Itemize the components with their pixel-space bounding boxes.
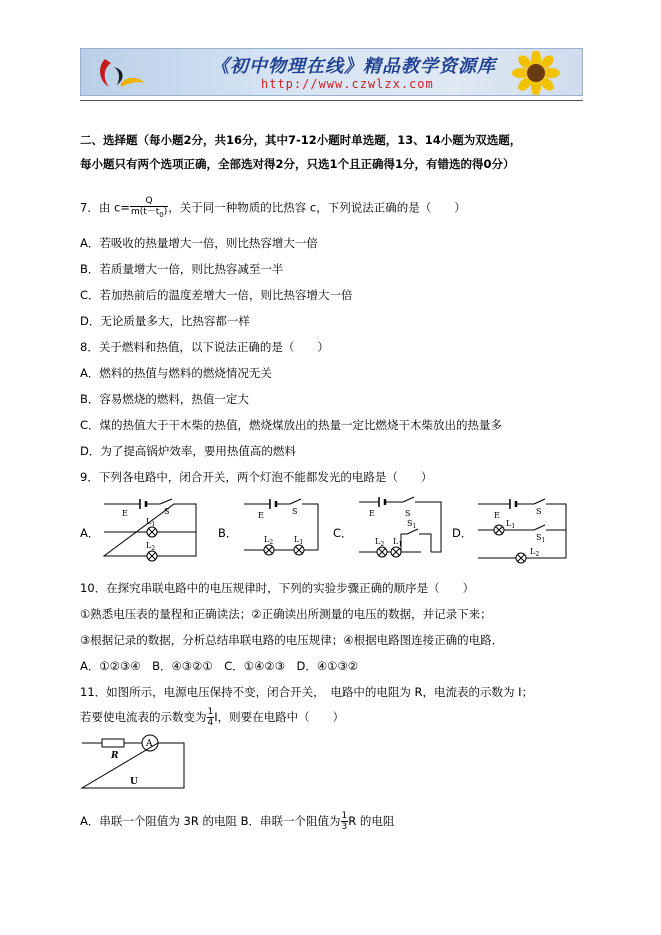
q8-option-c: C．煤的热值大于干木柴的热值，燃烧煤放出的热量一定比燃烧干木柴放出的热量多 [80,418,503,432]
svg-text:L2: $L_2$ [264,535,274,546]
q10-stem: 10．在探究串联电路中的电压规律时，下列的实验步骤正确的顺序是（ ） [80,581,475,595]
svg-text:E: E [258,511,264,520]
banner-url: http://www.czwlzx.com [261,77,434,91]
svg-text:L1: $L_1$ [506,519,516,530]
q11-option-fraction: $\frac{1}{3}$ [341,811,348,832]
q11-stem-1: 11．如图所示，电源电压保持不变，闭合开关， 电路中的电阻为 R，电流表的示数为 I； [80,685,534,699]
svg-text:E: E [369,509,375,518]
svg-text:S: S [164,507,170,516]
q10-options: A．①②③④ B．④③②① C．①④②③ D．④①③② [80,659,359,673]
q10-steps-1: ①熟悉电压表的量程和正确读法；②正确读出所测量的电压的数据，并记录下来； [80,607,492,621]
svg-text:L2: $L_2$ [375,537,385,548]
q7-option-c: C．若加热前后的温度差增大一倍，则比热容增大一倍 [80,288,353,302]
header-rule [80,100,583,101]
svg-text:A: A [146,739,153,749]
svg-text:R: R [111,751,119,761]
svg-text:L2: $L_2$ [146,541,156,552]
svg-text:L2: $L_2$ [530,547,540,558]
svg-text:L1: $L_1$ [294,535,304,546]
svg-text:S: S [405,509,411,518]
section-heading-2: 每小题只有两个选项正确，全部选对得2分，只选1个且正确得1分，有错选的得0分） [80,157,515,171]
svg-text:S1: $S_1$ [536,533,546,544]
q9-stem: 9．下列各电路中，闭合开关，两个灯泡不能都发光的电路是（ ） [80,470,433,484]
q7-fraction: $\frac{Q}{m(t-t_0)}$ [130,196,168,219]
q11-stem-2: 若要使电流表的示数变为 $\frac{1}{4}$ I，则要在电路中（ ） [80,707,345,728]
q7-option-b: B．若质量增大一倍，则比热容减至一半 [80,262,284,276]
q8-option-b: B．容易燃烧的燃料，热值一定大 [80,392,249,406]
svg-text:S: S [536,507,542,516]
q7-option-d: D．无论质量多大，比热容都一样 [80,314,250,328]
svg-text:S1: $S_1$ [407,519,417,530]
q9-label-d: D． [452,526,473,540]
svg-text:L1: $L_1$ [393,537,403,548]
circuit-b [238,496,322,562]
svg-text:E: E [494,511,500,520]
circuit-c [355,494,445,564]
q9-label-b: B． [218,526,238,540]
q11-fraction: $\frac{1}{4}$ [207,707,214,728]
banner-title: 《初中物理在线》精品教学资源库 [211,56,496,77]
q7-stem: 7．由 c= $\frac{Q}{m(t-t_0)}$ ，关于同一种物质的比热容 c，下列说法正确的是（ ） [80,196,466,219]
svg-text:S: S [292,507,298,516]
section-heading-1: 二、选择题（每小题2分，共16分，其中7-12小题时单选题，13、14小题为双选题， [80,133,522,147]
q9-label-a: A． [80,526,100,540]
q11-options: A．串联一个阻值为 3R 的电阻 B．串联一个阻值为 $\frac{1}{3}$ R 的电阻 [80,811,395,832]
q9-label-c: C． [333,526,353,540]
q8-option-d: D．为了提高锅炉效率，要用热值高的燃料 [80,444,296,458]
q11-circuit [80,734,186,792]
header-banner [80,48,583,96]
q10-steps-2: ③根据记录的数据，分析总结串联电路的电压规律；④根据电路图连接正确的电路． [80,633,504,647]
sunflower-icon [501,51,571,95]
circuit-d [474,494,570,566]
q8-option-a: A．燃料的热值与燃料的燃烧情况无关 [80,366,272,380]
svg-text:U: U [130,777,138,787]
logo-icon [91,53,151,93]
svg-text:L1: $L_1$ [146,517,156,528]
q7-option-a: A．若吸收的热量增大一倍，则比热容增大一倍 [80,236,318,250]
svg-text:E: E [122,509,128,518]
circuit-a [102,496,198,562]
q8-stem: 8．关于燃料和热值，以下说法正确的是（ ） [80,340,329,354]
